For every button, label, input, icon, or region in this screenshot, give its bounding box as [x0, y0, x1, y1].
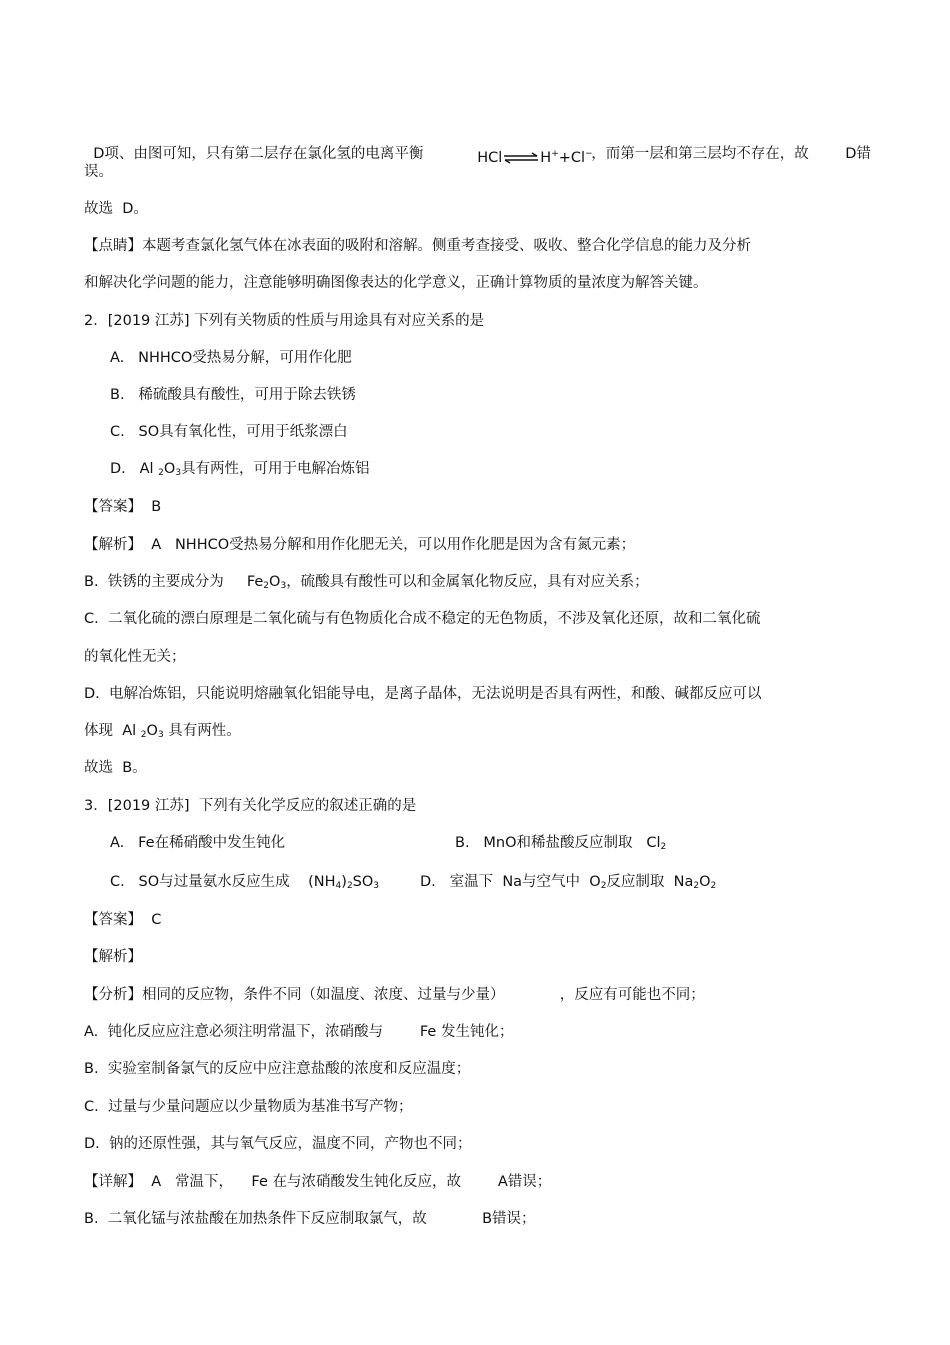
equilibrium-equation	[468, 124, 593, 168]
q2b-c: ，硫酸具有酸性可以和金属氧化物反应，具有对应关系；	[286, 574, 649, 590]
q3-option-b	[455, 833, 666, 857]
q2-analysis-d: D. 电解冶炼铝，只能说明熔融氧化铝能导电，是离子晶体，无法说明是否具有两性，和酸、碱都反应可以	[84, 686, 762, 702]
q3-detail-b: B. 二氧化锰与浓盐酸在加热条件下反应制取氯气，故 B错误；	[84, 1211, 536, 1227]
q2-answer: 【答案】 B	[84, 499, 162, 515]
q2dc-sub: 2	[140, 730, 147, 740]
q3c-c: SO	[352, 874, 374, 890]
question-2-title: 2．[2019 江苏] 下列有关物质的性质与用途具有对应关系的是	[84, 313, 485, 329]
line-2: 误。	[84, 164, 113, 180]
q2-option-b: B. 稀硫酸具有酸性，可用于除去铁锈	[110, 387, 356, 403]
q3-answer: 【答案】 C	[84, 912, 162, 928]
q3d-a: D. 室温下 Na与空气中 O	[420, 874, 601, 890]
q3-analysis-b: B. 实验室制备氯气的反应中应注意盐酸的浓度和反应温度；	[84, 1061, 471, 1077]
hcl-text: HCl	[477, 150, 503, 166]
q2-option-a: A. NHHCO受热易分解，可用作化肥	[110, 350, 352, 366]
h-text: H	[540, 150, 552, 166]
q3c-sub: 4	[335, 881, 342, 891]
q2-analysis-c: C. 二氧化硫的漂白原理是二氧化硫与有色物质化合成不稳定的无色物质，不涉及氧化还原，故和二氧化硫	[84, 611, 761, 627]
q2-analysis-d-cont	[84, 721, 241, 745]
q3d-sub3: 2	[710, 881, 717, 891]
q3c-b: )	[341, 874, 347, 890]
line-3: 故选 D。	[84, 201, 148, 217]
plus-sup: +	[551, 149, 559, 159]
q3-analysis-d: D. 钠的还原性强，其与氧气反应，温度不同，产物也不同；	[84, 1136, 472, 1152]
cl-text: +Cl	[558, 150, 586, 166]
minus-sup: −	[585, 149, 593, 159]
q3-option-a: A. Fe在稀硝酸中发生钝化	[110, 835, 286, 851]
line-d-wrong	[836, 124, 871, 164]
q3d-b: 反应制取 Na	[606, 874, 694, 890]
text-d-cont: ，而第一层和第三层均不存在，故	[591, 146, 809, 162]
q2d-sub: 2	[158, 468, 164, 478]
q3d-sub: 2	[600, 881, 607, 891]
q2d-sub2: 3	[175, 468, 182, 478]
q3-option-c	[110, 872, 379, 896]
q3-detail-a: 【详解】 A 常温下， Fe 在与浓硝酸发生钝化反应，故 A错误；	[84, 1174, 552, 1190]
q3-analysis-c: C. 过量与少量问题应以少量物质为基准书写产物；	[84, 1099, 413, 1115]
q2-analysis-a: 【解析】 A NHHCO受热易分解和用作化肥无关，可以用作化肥是因为含有氮元素；	[84, 537, 636, 553]
q2d-o: O	[163, 461, 176, 477]
question-3-title: 3．[2019 江苏] 下列有关化学反应的叙述正确的是	[84, 798, 417, 814]
q2-analysis-b	[84, 572, 649, 596]
q3-analysis-intro: 【分析】相同的反应物，条件不同（如温度、浓度、过量与少量） ，反应有可能也不同；	[84, 987, 705, 1003]
q3b-sub: 2	[660, 842, 667, 852]
q3c-sub3: 3	[373, 881, 380, 891]
q2-analysis-c-cont: 的氧化性无关；	[84, 649, 186, 665]
q3d-c: O	[699, 874, 711, 890]
q2-option-c: C. SO具有氧化性，可用于纸浆漂白	[110, 424, 348, 440]
q2dc-sub2: 3	[157, 730, 164, 740]
q3-analysis-a: A. 钝化反应应注意必须注明常温下，浓硝酸与 Fe 发生钝化；	[84, 1024, 514, 1040]
q2b-sub2: 3	[280, 581, 287, 591]
q3-option-d	[420, 872, 716, 896]
q3c-sub2: 2	[346, 881, 353, 891]
line-5: 和解决化学问题的能力，注意能够明确图像表达的化学意义，正确计算物质的量浓度为解答关键。	[84, 275, 708, 291]
line-4: 【点睛】本题考查氯化氢气体在冰表面的吸附和溶解。侧重考查接受、吸收、整合化学信息的能力及分析	[84, 238, 751, 254]
q2d-c: 具有两性，可用于电解冶炼铝	[181, 461, 370, 477]
q2dc-a: 体现 Al	[84, 723, 141, 739]
text-d-wrong: D错	[845, 146, 871, 162]
q3d-sub2: 2	[693, 881, 700, 891]
q2dc-c: 具有两性。	[163, 723, 241, 739]
q3b-text: B. MnO和稀盐酸反应制取 Cl	[455, 835, 661, 851]
q2b-o: O	[269, 574, 281, 590]
equilibrium-arrows-icon	[503, 152, 539, 164]
line-d-item-cont	[582, 124, 809, 164]
q3-analysis-head: 【解析】	[84, 949, 142, 965]
text-d-item: D项、由图可知，只有第二层存在氯化氢的电离平衡	[93, 146, 424, 162]
q2b-a: B. 铁锈的主要成分为 Fe	[84, 574, 264, 590]
q2dc-o: O	[146, 723, 158, 739]
q2-option-d	[110, 459, 370, 483]
q3c-a: C. SO与过量氨水反应生成 (NH	[110, 874, 336, 890]
q2-choose: 故选 B。	[84, 760, 147, 776]
q2b-sub: 2	[263, 581, 270, 591]
line-d-item	[84, 124, 423, 164]
q2d-a: D. Al	[110, 461, 159, 477]
